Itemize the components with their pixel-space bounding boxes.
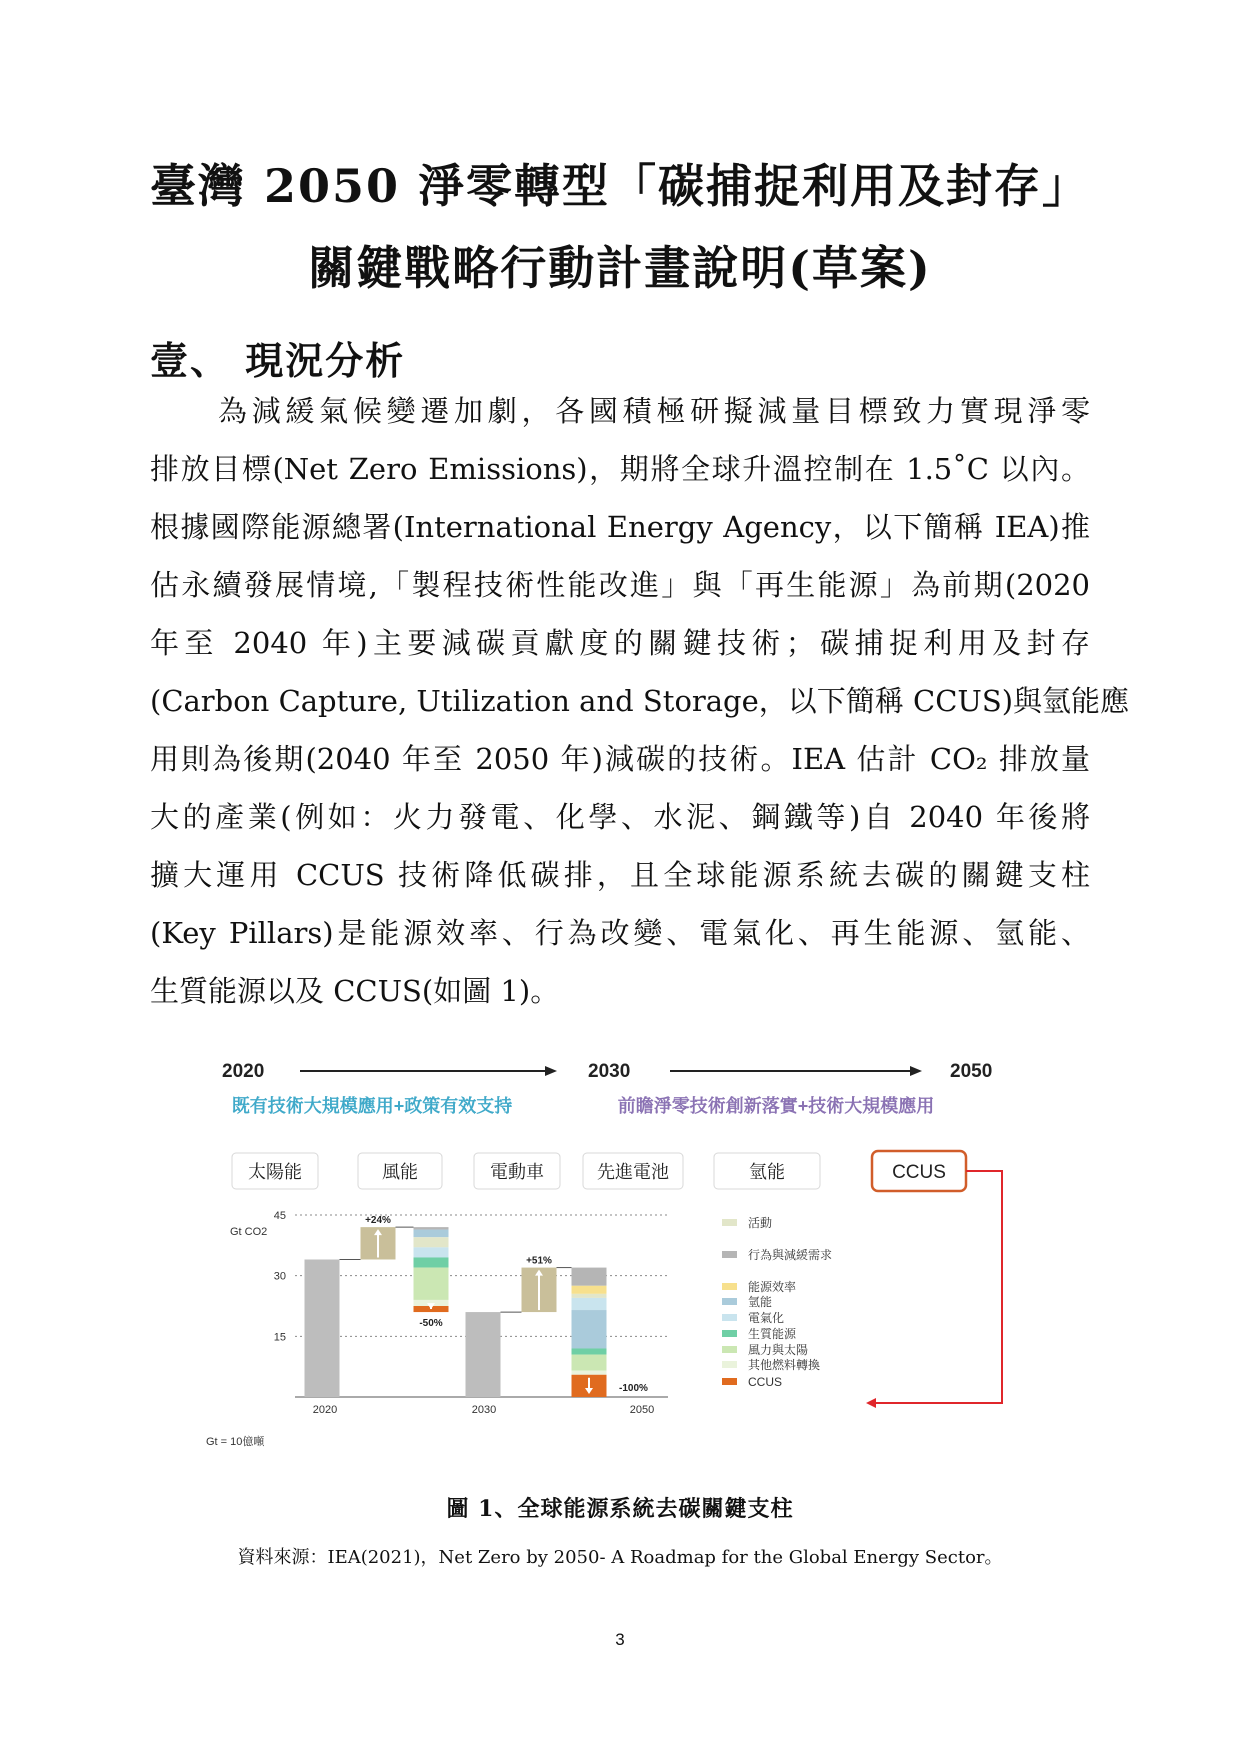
tech-box-solar-label: 太陽能 <box>248 1162 302 1182</box>
legend-swatch <box>722 1346 737 1353</box>
legend-swatch <box>722 1219 737 1226</box>
figure-caption: 圖 1、全球能源系統去碳關鍵支柱 <box>446 1496 794 1522</box>
phase1-label: 既有技術大規模應用+政策有效支持 <box>231 1096 513 1116</box>
bar-segment <box>414 1257 449 1267</box>
legend-label: 生質能源 <box>748 1327 797 1341</box>
legend-swatch <box>722 1330 737 1337</box>
timeline-arrowhead-2 <box>910 1066 922 1076</box>
bar-total <box>305 1259 340 1397</box>
paragraph-line: 為減緩氣候變遷加劇，各國積極研擬減量目標致力實現淨零 <box>218 394 1090 428</box>
chart-footnote: Gt = 10億噸 <box>206 1436 265 1448</box>
legend-label: 活動 <box>748 1216 773 1230</box>
bar-segment <box>572 1294 607 1298</box>
legend-label: 能源效率 <box>748 1280 797 1294</box>
document-title-line2: 關鍵戰略行動計畫說明(草案) <box>308 241 932 295</box>
tech-box-wind-label: 風能 <box>382 1162 418 1182</box>
paragraph-line: 大的產業(例如：火力發電、化學、水泥、鋼鐵等)自 2040 年後將 <box>150 800 1090 834</box>
bar-segment <box>414 1230 449 1238</box>
timeline <box>222 1061 992 1116</box>
paragraph-line: 年至 2040 年)主要減碳貢獻度的關鍵技術；碳捕捉利用及封存 <box>150 626 1090 660</box>
paragraph-line: 排放目標(Net Zero Emissions)，期將全球升溫控制在 1.5˚C 以內。 <box>150 452 1090 486</box>
paragraph-line: 生質能源以及 CCUS(如圖 1)。 <box>150 974 560 1008</box>
legend-label: 風力與太陽 <box>748 1343 809 1357</box>
phase2-label: 前瞻淨零技術創新落實+技術大規模應用 <box>617 1096 935 1116</box>
bar-segment <box>414 1227 449 1229</box>
timeline-arrowhead-1 <box>545 1066 557 1076</box>
bar-segment <box>572 1348 607 1354</box>
y-tick-label: 45 <box>273 1210 286 1222</box>
timeline-year-2020: 2020 <box>222 1061 265 1082</box>
paragraph-line: 根據國際能源總署(International Energy Agency，以下簡稱 IEA)推 <box>150 510 1090 544</box>
timeline-year-2030: 2030 <box>588 1061 631 1082</box>
legend-swatch <box>722 1378 737 1385</box>
bar-segment <box>572 1286 607 1294</box>
legend-label: 氫能 <box>748 1295 773 1309</box>
chart-bars <box>305 1227 607 1397</box>
bar-segment <box>414 1237 449 1247</box>
x-tick-label: 2020 <box>312 1404 338 1416</box>
chart-legend <box>722 1215 832 1389</box>
paragraph-line: 用則為後期(2040 年至 2050 年)減碳的技術。IEA 估計 CO₂ 排放量 <box>150 742 1090 776</box>
legend-label: 其他燃料轉換 <box>748 1358 821 1372</box>
tech-box-hydrogen-label: 氫能 <box>749 1162 785 1182</box>
ccus-connector-line <box>876 1171 1002 1403</box>
legend-label: 行為與減緩需求 <box>748 1248 833 1262</box>
paragraph-line: 估永續發展情境,「製程技術性能改進」與「再生能源」為前期(2020 <box>150 568 1090 602</box>
body-paragraph <box>150 382 1130 1020</box>
tech-boxes <box>232 1151 966 1191</box>
decrease-label: -50% <box>419 1318 443 1330</box>
x-tick-label: 2030 <box>471 1404 497 1416</box>
paragraph-line: 擴大運用 CCUS 技術降低碳排，且全球能源系統去碳的關鍵支柱 <box>150 858 1090 892</box>
paragraph-line: (Carbon Capture, Utilization and Storage，以下簡稱 CCUS)與氫能應 <box>150 684 1130 718</box>
bar-total <box>466 1312 501 1397</box>
bar-segment <box>572 1355 607 1371</box>
y-tick-label: 15 <box>273 1331 286 1344</box>
figure-decarbonisation-pillars <box>200 1055 1040 1505</box>
tech-box-ccus-label: CCUS <box>892 1162 946 1183</box>
legend-swatch <box>722 1251 737 1258</box>
ccus-connector-arrowhead <box>866 1398 876 1408</box>
legend-swatch <box>722 1283 737 1290</box>
y-axis-label: Gt CO2 <box>230 1226 268 1238</box>
tech-box-ev-label: 電動車 <box>490 1162 544 1182</box>
bar-segment <box>414 1268 449 1300</box>
increase-label: +51% <box>526 1255 552 1267</box>
bar-segment <box>414 1247 449 1257</box>
tech-box-battery-label: 先進電池 <box>597 1162 669 1182</box>
legend-swatch <box>722 1361 737 1368</box>
figure-source: 資料來源：IEA(2021)，Net Zero by 2050- A Roadmap for the Global Energy Sector。 <box>237 1547 1003 1568</box>
section-heading: 壹、 現況分析 <box>150 338 406 383</box>
legend-swatch <box>722 1298 737 1305</box>
ccus-connector <box>866 1171 1002 1408</box>
legend-swatch <box>722 1314 737 1321</box>
bar-segment <box>572 1268 607 1286</box>
page-number: 3 <box>615 1630 625 1649</box>
timeline-year-2050: 2050 <box>950 1061 993 1082</box>
bar-segment <box>572 1310 607 1348</box>
legend-label: CCUS <box>748 1375 783 1389</box>
waterfall-chart <box>206 1210 832 1448</box>
paragraph-line: (Key Pillars)是能源效率、行為改變、電氣化、再生能源、氫能、 <box>150 916 1090 950</box>
decrease-label: -100% <box>619 1383 648 1394</box>
document-title-line1: 臺灣 2050 淨零轉型「碳捕捉利用及封存」 <box>149 159 1091 213</box>
y-tick-label: 30 <box>273 1270 286 1283</box>
increase-label: +24% <box>365 1215 391 1227</box>
bar-segment <box>572 1298 607 1310</box>
x-tick-label: 2050 <box>629 1404 655 1416</box>
legend-label: 電氣化 <box>748 1311 785 1325</box>
bar-segment <box>572 1371 607 1375</box>
